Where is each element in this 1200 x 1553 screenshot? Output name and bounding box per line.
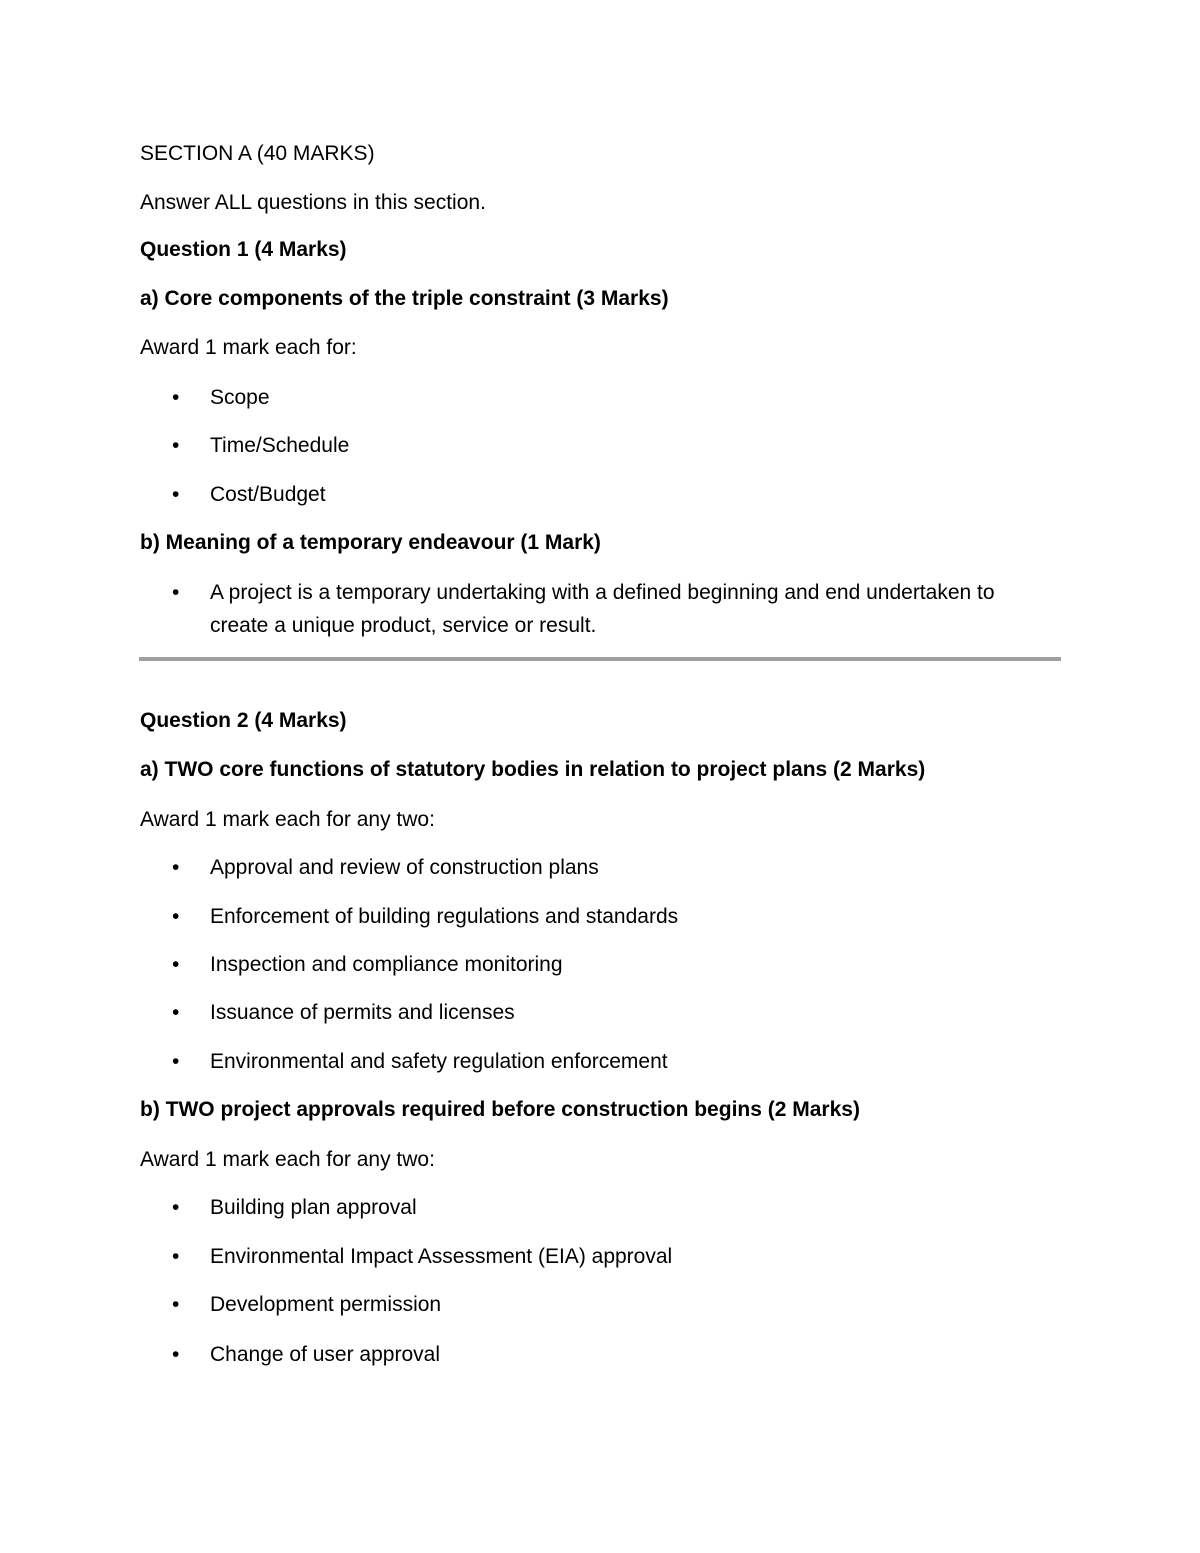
bullet-icon: • xyxy=(172,1001,180,1024)
bullet-icon: • xyxy=(172,581,180,604)
list-item: Environmental Impact Assessment (EIA) approval xyxy=(210,1245,673,1268)
bullet-icon: • xyxy=(172,905,180,928)
list-item: Cost/Budget xyxy=(210,483,326,506)
list-item: Time/Schedule xyxy=(210,434,350,457)
list-item: Approval and review of construction plans xyxy=(210,856,599,879)
question-2a-heading: a) TWO core functions of statutory bodies in relation to project plans (2 Marks) xyxy=(140,758,926,781)
section-instruction: Answer ALL questions in this section. xyxy=(140,191,486,214)
bullet-icon: • xyxy=(172,434,180,457)
question-2-title: Question 2 (4 Marks) xyxy=(140,709,347,732)
list-item: Issuance of permits and licenses xyxy=(210,1001,515,1024)
question-2b-heading: b) TWO project approvals required before construction begins (2 Marks) xyxy=(140,1098,860,1121)
bullet-icon: • xyxy=(172,1245,180,1268)
question-2b-award: Award 1 mark each for any two: xyxy=(140,1148,435,1171)
list-item: Inspection and compliance monitoring xyxy=(210,953,563,976)
bullet-icon: • xyxy=(172,1343,180,1366)
list-item: Enforcement of building regulations and standards xyxy=(210,905,679,928)
list-item: Change of user approval xyxy=(210,1343,440,1366)
bullet-icon: • xyxy=(172,953,180,976)
question-2a-award: Award 1 mark each for any two: xyxy=(140,808,435,831)
question-1a-award: Award 1 mark each for: xyxy=(140,336,357,359)
horizontal-divider xyxy=(139,657,1061,661)
bullet-icon: • xyxy=(172,483,180,506)
question-1b-heading: b) Meaning of a temporary endeavour (1 Mark) xyxy=(140,531,601,554)
bullet-icon: • xyxy=(172,386,180,409)
list-item: A project is a temporary undertaking with a defined beginning and end undertaken to create a unique product, service or result. xyxy=(210,581,995,637)
list-item: Development permission xyxy=(210,1293,442,1316)
list-item: Scope xyxy=(210,386,270,409)
bullet-icon: • xyxy=(172,1050,180,1073)
list-item: Building plan approval xyxy=(210,1196,417,1219)
bullet-icon: • xyxy=(172,1293,180,1316)
list-item: Environmental and safety regulation enforcement xyxy=(210,1050,668,1073)
question-1a-heading: a) Core components of the triple constraint (3 Marks) xyxy=(140,287,669,310)
bullet-icon: • xyxy=(172,856,180,879)
question-1-title: Question 1 (4 Marks) xyxy=(140,238,347,261)
bullet-icon: • xyxy=(172,1196,180,1219)
section-title: SECTION A (40 MARKS) xyxy=(140,142,375,165)
